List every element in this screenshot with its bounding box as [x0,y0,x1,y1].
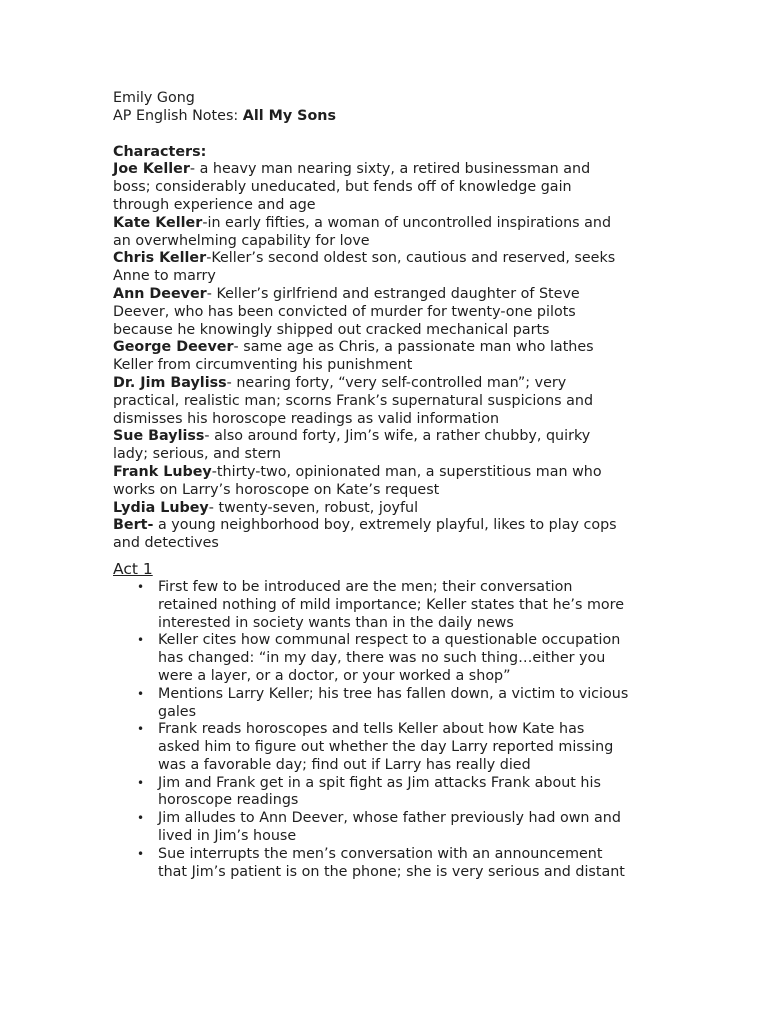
list-item-line: asked him to figure out whether the day Larry reported missing [158,739,614,756]
list-item-line: lived in Jim’s house [158,828,297,845]
character-line [113,322,673,340]
character-line [113,268,673,286]
character-entry [113,286,673,339]
bullet-icon: • [137,722,145,737]
character-line [113,428,673,446]
list-item [113,846,673,882]
list-item-line: First few to be introduced are the men; their conversation [158,578,573,595]
characters-heading: Characters: [113,143,207,160]
author-name: Emily Gong [113,90,195,106]
course-prefix: AP English Notes: [113,107,243,124]
list-item-line: Frank reads horoscopes and tells Keller about how Kate has [158,721,585,738]
character-line [113,464,673,482]
bullet-icon: • [137,633,145,648]
character-line [113,393,673,411]
character-line [113,215,673,233]
character-entry [113,250,673,286]
character-name: Ann Deever [113,285,207,302]
character-description: - a heavy man nearing sixty, a retired businessman and [189,161,591,178]
character-entry [113,339,673,375]
character-line [113,179,673,197]
bullet-icon: • [137,846,145,861]
character-name: Sue Bayliss [113,428,205,445]
character-line [113,500,673,518]
character-line [113,375,673,393]
character-description: works on Larry’s horoscope on Kate’s request [113,481,440,498]
list-item-line: retained nothing of mild importance; Keller states that he’s more [158,596,625,613]
character-line [113,197,673,215]
list-item [113,721,673,774]
list-item-line: was a favorable day; find out if Larry has really died [158,756,531,773]
act1-list [113,579,673,882]
list-item-line: interested in society wants than in the daily news [158,614,514,631]
character-description: - twenty-seven, robust, joyful [208,499,419,516]
character-description: a young neighborhood boy, extremely playful, likes to play cops [153,517,617,534]
book-title: All My Sons [242,107,336,124]
list-item [113,775,673,811]
character-line [113,446,673,464]
character-description: Keller from circumventing his punishment [113,357,413,374]
character-entry [113,464,673,500]
character-line [113,482,673,500]
character-name: Lydia Lubey [113,499,209,516]
character-description: -Keller’s second oldest son, cautious and reserved, seeks [206,250,616,267]
character-line [113,233,673,251]
list-item-line: Mentions Larry Keller; his tree has fallen down, a victim to vicious [158,685,629,702]
bullet-icon: • [137,686,145,701]
list-item-line: Jim alludes to Ann Deever, whose father previously had own and [158,810,621,827]
list-item-line: that Jim’s patient is on the phone; she is very serious and distant [158,863,625,880]
character-description: an overwhelming capability for love [113,232,370,249]
character-description: - nearing forty, “very self-controlled man”; very [226,374,567,391]
character-line [113,161,673,179]
character-description: practical, realistic man; scorns Frank’s supernatural suspicions and [113,392,594,409]
character-name: Joe Keller [113,161,190,178]
list-item-line: has changed: “in my day, there was no such thing…either you [158,650,606,667]
character-description: - same age as Chris, a passionate man who lathes [233,339,594,356]
document-title [113,108,673,126]
character-entry [113,500,673,518]
list-item [113,579,673,632]
character-description: - Keller’s girlfriend and estranged daughter of Steve [206,285,580,302]
character-name: Bert- [113,517,154,534]
character-line [113,286,673,304]
character-description: Deever, who has been convicted of murder for twenty-one pilots [113,303,576,320]
character-entry [113,517,673,553]
list-item-line: Keller cites how communal respect to a questionable occupation [158,632,621,649]
list-item-line: were a layer, or a doctor, or your worked a shop” [158,667,511,684]
character-description: - also around forty, Jim’s wife, a rather chubby, quirky [204,428,591,445]
list-item [113,686,673,722]
character-name: George Deever [113,339,234,356]
character-line [113,339,673,357]
character-description: -in early fifties, a woman of uncontrolled inspirations and [202,214,612,231]
document-page [113,90,673,881]
character-line [113,304,673,322]
list-item-line: Jim and Frank get in a spit fight as Jim attacks Frank about his [158,774,601,791]
character-line [113,411,673,429]
characters-list [113,161,673,553]
character-description: because he knowingly shipped out cracked mechanical parts [113,321,550,338]
bullet-icon: • [137,579,145,594]
character-line [113,250,673,268]
character-description: dismisses his horoscope readings as valid information [113,410,500,427]
act1-heading: Act 1 [113,559,153,578]
character-name: Dr. Jim Bayliss [113,374,227,391]
character-description: -thirty-two, opinionated man, a superstitious man who [211,463,602,480]
character-description: Anne to marry [113,268,216,285]
character-line [113,517,673,535]
bullet-icon: • [137,811,145,826]
character-entry [113,428,673,464]
character-entry [113,215,673,251]
character-description: through experience and age [113,196,316,213]
character-description: lady; serious, and stern [113,446,282,463]
list-item-line: horoscope readings [158,792,299,809]
character-line [113,357,673,375]
list-item-line: Sue interrupts the men’s conversation with an announcement [158,845,603,862]
character-entry [113,161,673,214]
character-line [113,535,673,553]
list-item [113,810,673,846]
character-name: Chris Keller [113,250,207,267]
character-name: Frank Lubey [113,463,212,480]
character-name: Kate Keller [113,214,203,231]
bullet-icon: • [137,775,145,790]
list-item-line: gales [158,703,197,720]
character-description: and detectives [113,535,219,552]
character-description: boss; considerably uneducated, but fends off of knowledge gain [113,179,572,196]
character-entry [113,375,673,428]
list-item [113,632,673,685]
